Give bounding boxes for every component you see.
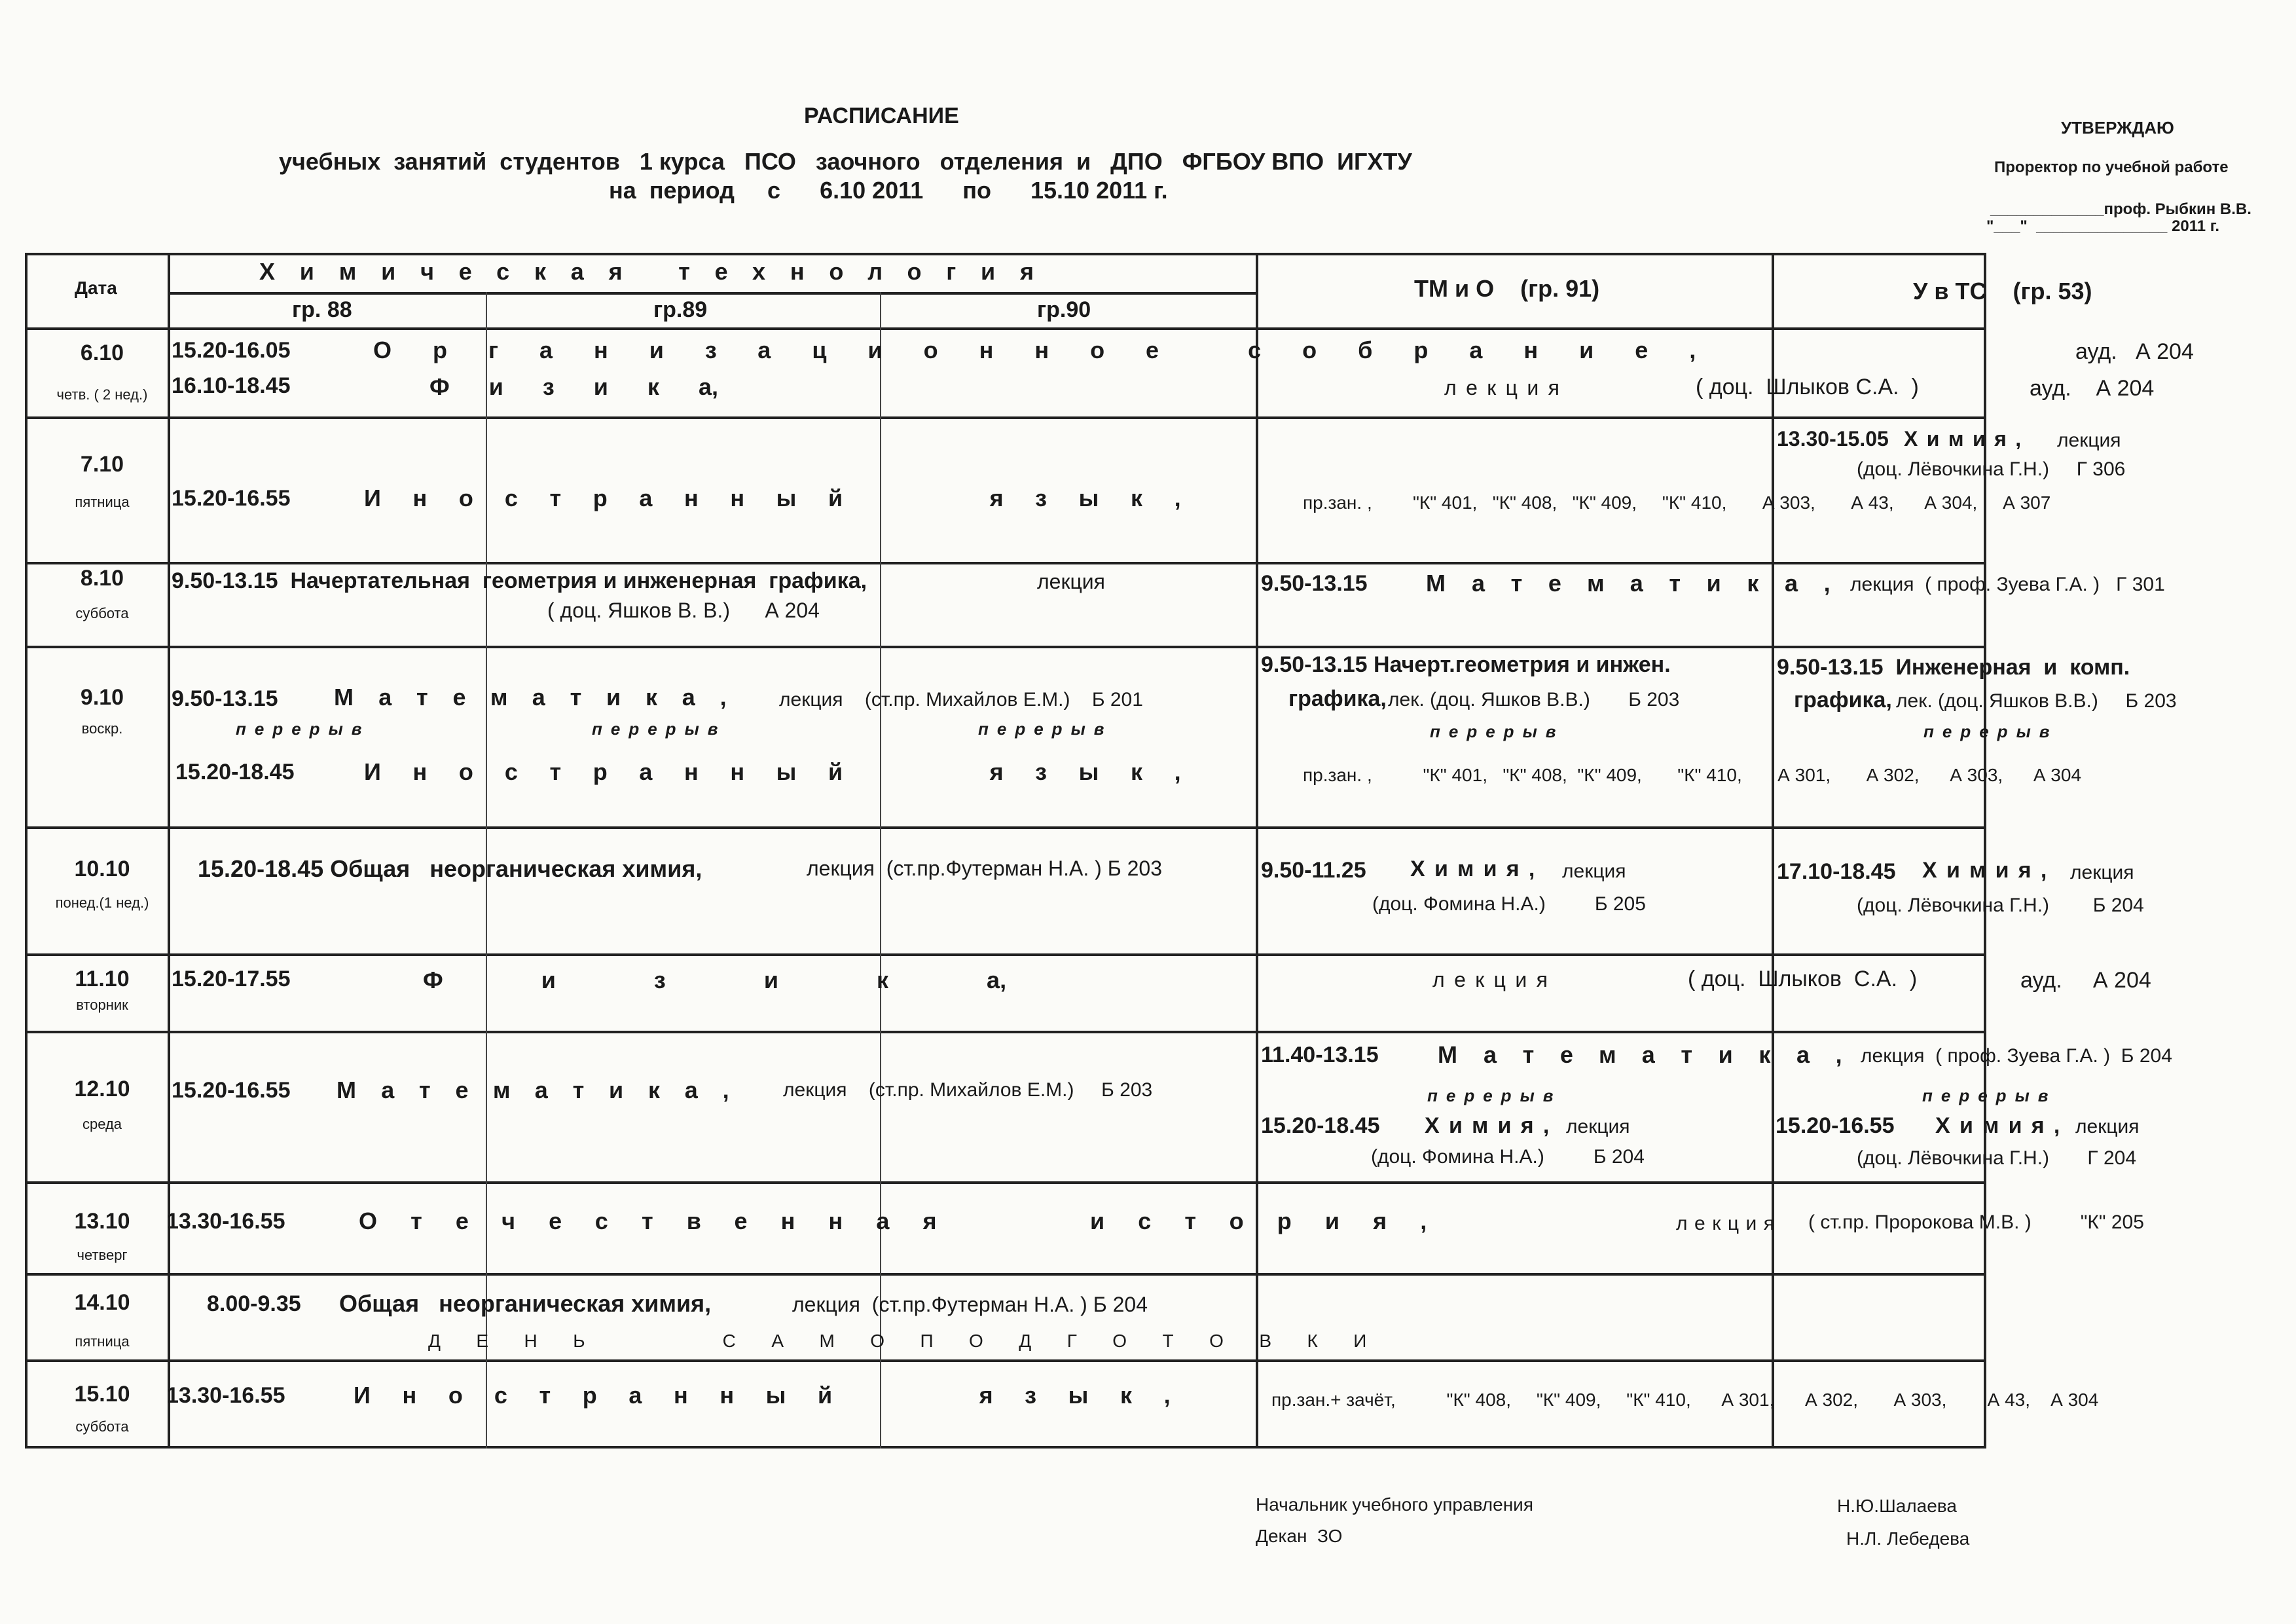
row-day: среда xyxy=(82,1116,122,1132)
subject: графика, xyxy=(1794,688,1892,712)
teacher: лекция ( проф. Зуева Г.А. ) Б 204 xyxy=(1861,1045,2172,1067)
row-divider xyxy=(25,327,1986,330)
row-day: суббота xyxy=(75,605,129,621)
subject: Иностранный язык, xyxy=(364,485,1213,511)
signatory-name: Н.Ю.Шалаева xyxy=(1837,1496,1957,1516)
subject: Иностранный язык, xyxy=(354,1382,1203,1409)
subject: 9.50-13.15 Инженерная и комп. xyxy=(1777,655,2130,680)
col-header-g88: гр. 88 xyxy=(292,297,352,322)
row-date: 15.10 xyxy=(74,1382,130,1407)
schedule-title: РАСПИСАНИЕ xyxy=(804,103,959,128)
room: ауд. А 204 xyxy=(2030,376,2155,401)
teacher: (доц. Фомина Н.А.) Б 204 xyxy=(1371,1146,1645,1168)
row-day: пятница xyxy=(75,1333,130,1350)
rooms: пр.зан.+ зачёт, "К" 408, "К" 409, "К" 410, А 301, А 302, А 303, А 43, А 304 xyxy=(1271,1390,2099,1410)
self-study-label: Д Е Н Ь С А М О П О Д Г О Т О В К И xyxy=(428,1331,1367,1351)
teacher: лек. (доц. Яшков В.В.) Б 203 xyxy=(1896,690,2177,712)
schedule-period: на период с 6.10 2011 по 15.10 2011 г. xyxy=(609,177,1168,204)
row-day: понед.(1 нед.) xyxy=(55,895,149,911)
col-header-g90: гр.90 xyxy=(1037,297,1091,322)
row-divider xyxy=(169,292,1257,295)
row-divider xyxy=(25,416,1986,419)
row-date: 9.10 xyxy=(80,685,124,710)
subject: Химия, xyxy=(1425,1113,1559,1138)
subject: Математика, xyxy=(1438,1041,1868,1068)
subject: Ф и з и к а, xyxy=(429,373,718,400)
row-divider xyxy=(25,826,1986,829)
signatory-position: Начальник учебного управления xyxy=(1256,1494,1533,1515)
row-divider xyxy=(25,953,1986,956)
row-date: 10.10 xyxy=(74,857,130,881)
break-label: перерыв xyxy=(1923,722,2058,741)
break-label: перерыв xyxy=(1430,722,1565,741)
lesson-type: лекция xyxy=(1566,1116,1630,1137)
rooms: пр.зан. , "К" 401, "К" 408, "К" 409, "К" 410, А 301, А 302, А 303, А 304 xyxy=(1303,765,2082,785)
schedule-subtitle: учебных занятий студентов 1 курса ПСО заочного отделения и ДПО ФГБОУ ВПО ИГХТУ xyxy=(279,148,1412,175)
row-date: 7.10 xyxy=(80,452,124,477)
row-date: 6.10 xyxy=(80,341,124,365)
row-divider xyxy=(25,1273,1986,1276)
approval-date: "___" _______________ 2011 г. xyxy=(1986,217,2220,235)
row-day: четв. ( 2 нед.) xyxy=(56,386,148,403)
row-day: суббота xyxy=(75,1418,129,1435)
col-header-uvts: У в ТС (гр. 53) xyxy=(1913,278,2092,304)
time: 13.30-16.55 xyxy=(166,1383,285,1408)
room: ауд. А 204 xyxy=(2075,339,2194,364)
time: 15.20-16.05 xyxy=(172,338,291,363)
row-divider xyxy=(25,1359,1986,1362)
time: 9.50-11.25 xyxy=(1261,858,1366,883)
schedule-table xyxy=(25,253,1986,1449)
subject: 15.20-18.45 Общая неорганическая химия, xyxy=(198,855,702,882)
lesson-type: лекция xyxy=(1562,860,1626,882)
time: 16.10-18.45 xyxy=(172,373,291,398)
teacher: ( ст.пр. Пророкова М.В. ) "К" 205 xyxy=(1808,1211,2144,1233)
col-divider xyxy=(1256,253,1258,1449)
time: 17.10-18.45 xyxy=(1777,859,1896,884)
subject: Организационное собрание, xyxy=(373,337,1738,363)
row-divider xyxy=(25,1181,1986,1184)
teacher: (доц. Фомина Н.А.) Б 205 xyxy=(1372,893,1646,915)
subject: Общая неорганическая химия, xyxy=(339,1290,712,1317)
row-date: 8.10 xyxy=(80,566,124,591)
break-label: перерыв xyxy=(592,719,727,739)
col-divider xyxy=(168,253,170,1449)
teacher: лек. (доц. Яшков В.В.) Б 203 xyxy=(1388,689,1680,710)
row-date: 14.10 xyxy=(74,1290,130,1315)
subject: Иностранный язык, xyxy=(364,758,1213,785)
time: 15.20-16.55 xyxy=(172,486,291,511)
break-label: перерыв xyxy=(978,719,1113,739)
row-divider xyxy=(25,562,1986,564)
teacher: (доц. Лёвочкина Г.Н.) Б 204 xyxy=(1857,895,2144,916)
subject: Ф и з и к а, xyxy=(423,967,1007,993)
break-label: перерыв xyxy=(1427,1086,1562,1105)
teacher: ( доц. Шлыков С.А. ) xyxy=(1696,375,1919,399)
time: 15.20-18.45 xyxy=(175,760,295,784)
approval-signature: _____________проф. Рыбкин В.В. xyxy=(1990,200,2251,218)
subject: Математика, xyxy=(1426,570,1857,597)
approval-title: УТВЕРЖДАЮ xyxy=(2061,118,2174,138)
col-header-g89: гр.89 xyxy=(653,297,708,322)
signatory-position: Декан ЗО xyxy=(1256,1526,1343,1546)
row-day: пятница xyxy=(75,494,130,510)
subject: Химия, xyxy=(1922,858,2056,883)
teacher: ( доц. Яшков В. В.) А 204 xyxy=(547,599,820,622)
col-header-chem: Химическая технология xyxy=(259,258,1059,285)
lesson-type: лекция xyxy=(1432,968,1558,991)
time: 15.20-16.55 xyxy=(172,1078,291,1103)
subject: Химия, xyxy=(1410,857,1544,881)
lesson-type: лекция xyxy=(1676,1213,1781,1234)
time: 13.30-15.05 xyxy=(1777,427,1889,451)
subject: графика, xyxy=(1288,686,1387,711)
time: 9.50-13.15 xyxy=(172,686,278,711)
teacher: (доц. Лёвочкина Г.Н.) Г 306 xyxy=(1857,458,2126,480)
row-date: 13.10 xyxy=(74,1209,130,1234)
col-divider xyxy=(1772,253,1774,1449)
room: ауд. А 204 xyxy=(2020,968,2151,993)
teacher: (доц. Лёвочкина Г.Н.) Г 204 xyxy=(1857,1147,2137,1169)
break-label: перерыв xyxy=(236,719,371,739)
row-date: 11.10 xyxy=(75,967,130,991)
time: 15.20-17.55 xyxy=(172,967,291,991)
lesson-type: лекция xyxy=(1037,570,1105,593)
row-date: 12.10 xyxy=(74,1077,130,1101)
teacher: лекция (ст.пр.Футерман Н.А. ) Б 204 xyxy=(792,1293,1148,1316)
approval-position: Проректор по учебной работе xyxy=(1994,158,2229,176)
col-header-date: Дата xyxy=(75,278,117,298)
signatory-name: Н.Л. Лебедева xyxy=(1846,1528,1970,1549)
time: 8.00-9.35 xyxy=(207,1291,301,1316)
teacher: лекция ( проф. Зуева Г.А. ) Г 301 xyxy=(1850,574,2165,595)
teacher: ( доц. Шлыков С.А. ) xyxy=(1688,967,1918,991)
row-divider xyxy=(25,1031,1986,1033)
row-day: воскр. xyxy=(81,720,123,737)
subject: Математика, xyxy=(337,1077,754,1103)
break-label: перерыв xyxy=(1922,1086,2057,1105)
row-day: вторник xyxy=(76,997,128,1013)
row-day: четверг xyxy=(77,1247,128,1263)
time: 15.20-18.45 xyxy=(1261,1113,1380,1138)
subject: Химия, xyxy=(1935,1113,2069,1138)
time: 15.20-16.55 xyxy=(1776,1113,1895,1138)
subject: Химия, xyxy=(1904,427,2030,451)
time: 11.40-13.15 xyxy=(1261,1043,1379,1067)
rooms: пр.зан. , "К" 401, "К" 408, "К" 409, "К" 410, А 303, А 43, А 304, А 307 xyxy=(1303,492,2051,513)
lesson-type: лекция xyxy=(2075,1116,2140,1137)
time: 13.30-16.55 xyxy=(166,1209,285,1234)
teacher: лекция (ст.пр.Футерман Н.А. ) Б 203 xyxy=(807,857,1162,880)
subject: Математика, xyxy=(334,684,752,710)
time: 9.50-13.15 xyxy=(1261,571,1368,596)
lesson-type: лекция xyxy=(1444,376,1569,399)
col-header-tmo: ТМ и О (гр. 91) xyxy=(1414,275,1600,302)
lesson-type: лекция xyxy=(2057,430,2121,451)
lesson-type: лекция xyxy=(2070,862,2134,883)
teacher: лекция (ст.пр. Михайлов Е.М.) Б 203 xyxy=(783,1079,1153,1101)
teacher: лекция (ст.пр. Михайлов Е.М.) Б 201 xyxy=(779,689,1143,710)
subject: 9.50-13.15 Начертательная геометрия и инженерная графика, xyxy=(172,568,867,593)
subject: 9.50-13.15 Начерт.геометрия и инжен. xyxy=(1261,652,1671,677)
subject: Отечественная история, xyxy=(359,1208,1461,1234)
row-divider xyxy=(25,646,1986,648)
